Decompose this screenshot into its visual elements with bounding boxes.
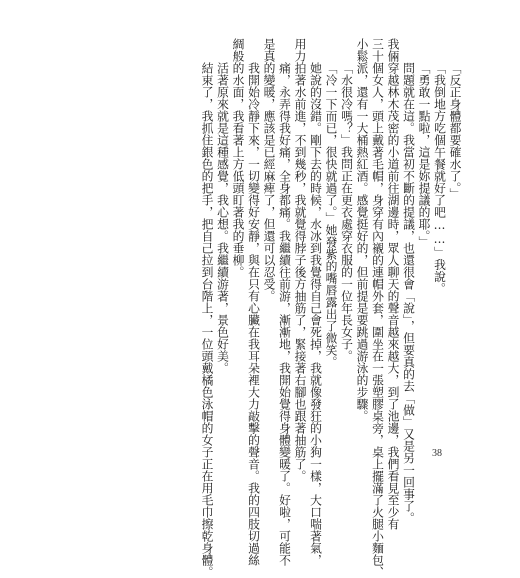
text-column: 是真的變暖，應該是已經麻痺了，但還可以忍受。 xyxy=(262,38,276,302)
page-number: 38 xyxy=(432,448,442,459)
text-column: 痛，永弄得我好痛，全身都痛。我繼續往前游，漸漸地，我開始覺得身體變暖了。好啦，可能不 xyxy=(277,62,292,566)
text-column: 用力拍著水前進，不到幾秒，我就覺得脖子後方抽筋了，緊接著右腳也跟著抽筋了。 xyxy=(293,38,307,482)
text-column: 「水很冷嗎？」我問正在更衣處穿衣服的一位年長女子。 xyxy=(339,62,354,362)
text-column: 綢般的水面，我看著上方低頭盯著我的垂柳。 xyxy=(231,38,245,278)
text-column: 結束了，我抓住銀色的把手，把自己拉到台階上，一位頭戴橘色泳帽的女子正在用毛巾擦乾身體。 xyxy=(200,62,214,578)
text-column: 問題就在這。我當初不斷的提議，也還很會「說」，但要真的去「做」又是另一回事了。 xyxy=(401,62,416,525)
text-column: 「冷一下而已，很快就過了。」她發紫的嘴唇露出了微笑。 xyxy=(324,62,338,369)
text-column: 小鬆派，還有一大桶熱紅酒。感覺挺好的，但前提是要跳過游泳的步驟。 xyxy=(355,38,369,422)
text-column: 我倆穿越林木茂密的小道前往湖邊時，眾人聊天的聲音越來越大，到了池邊，我們看見至少有 xyxy=(386,38,400,530)
text-column: 「勇敢一點啦，這是妳提議的耶。」 xyxy=(417,62,431,249)
text-column: 「我倒地方吃個午餐就好了吧……」我說。 xyxy=(432,62,447,295)
text-column: 我開始冷靜下來，一切變得好安靜，與在只有心臟在我耳朵裡大力敲擊的聲音。我的四肢切過絲 xyxy=(246,62,261,566)
text-column: 「反正身體都要確水了。」 xyxy=(448,62,462,201)
text-column: 三十個女人，頭上戴著毛帽，身穿有內襯的連帽外套，圍坐在一張塑膠桌旁，桌上擺滿了火腿小麵包、 xyxy=(370,38,385,578)
text-column: 她說的沒錯。剛下去的時候，水冰到我覺得自己會死掉，我就像發狂的小狗一樣，大口喘著氣， xyxy=(308,62,323,566)
text-column: 活著原來就是這種感覺，我心想。我繼續游著，景色好美。 xyxy=(215,62,230,374)
